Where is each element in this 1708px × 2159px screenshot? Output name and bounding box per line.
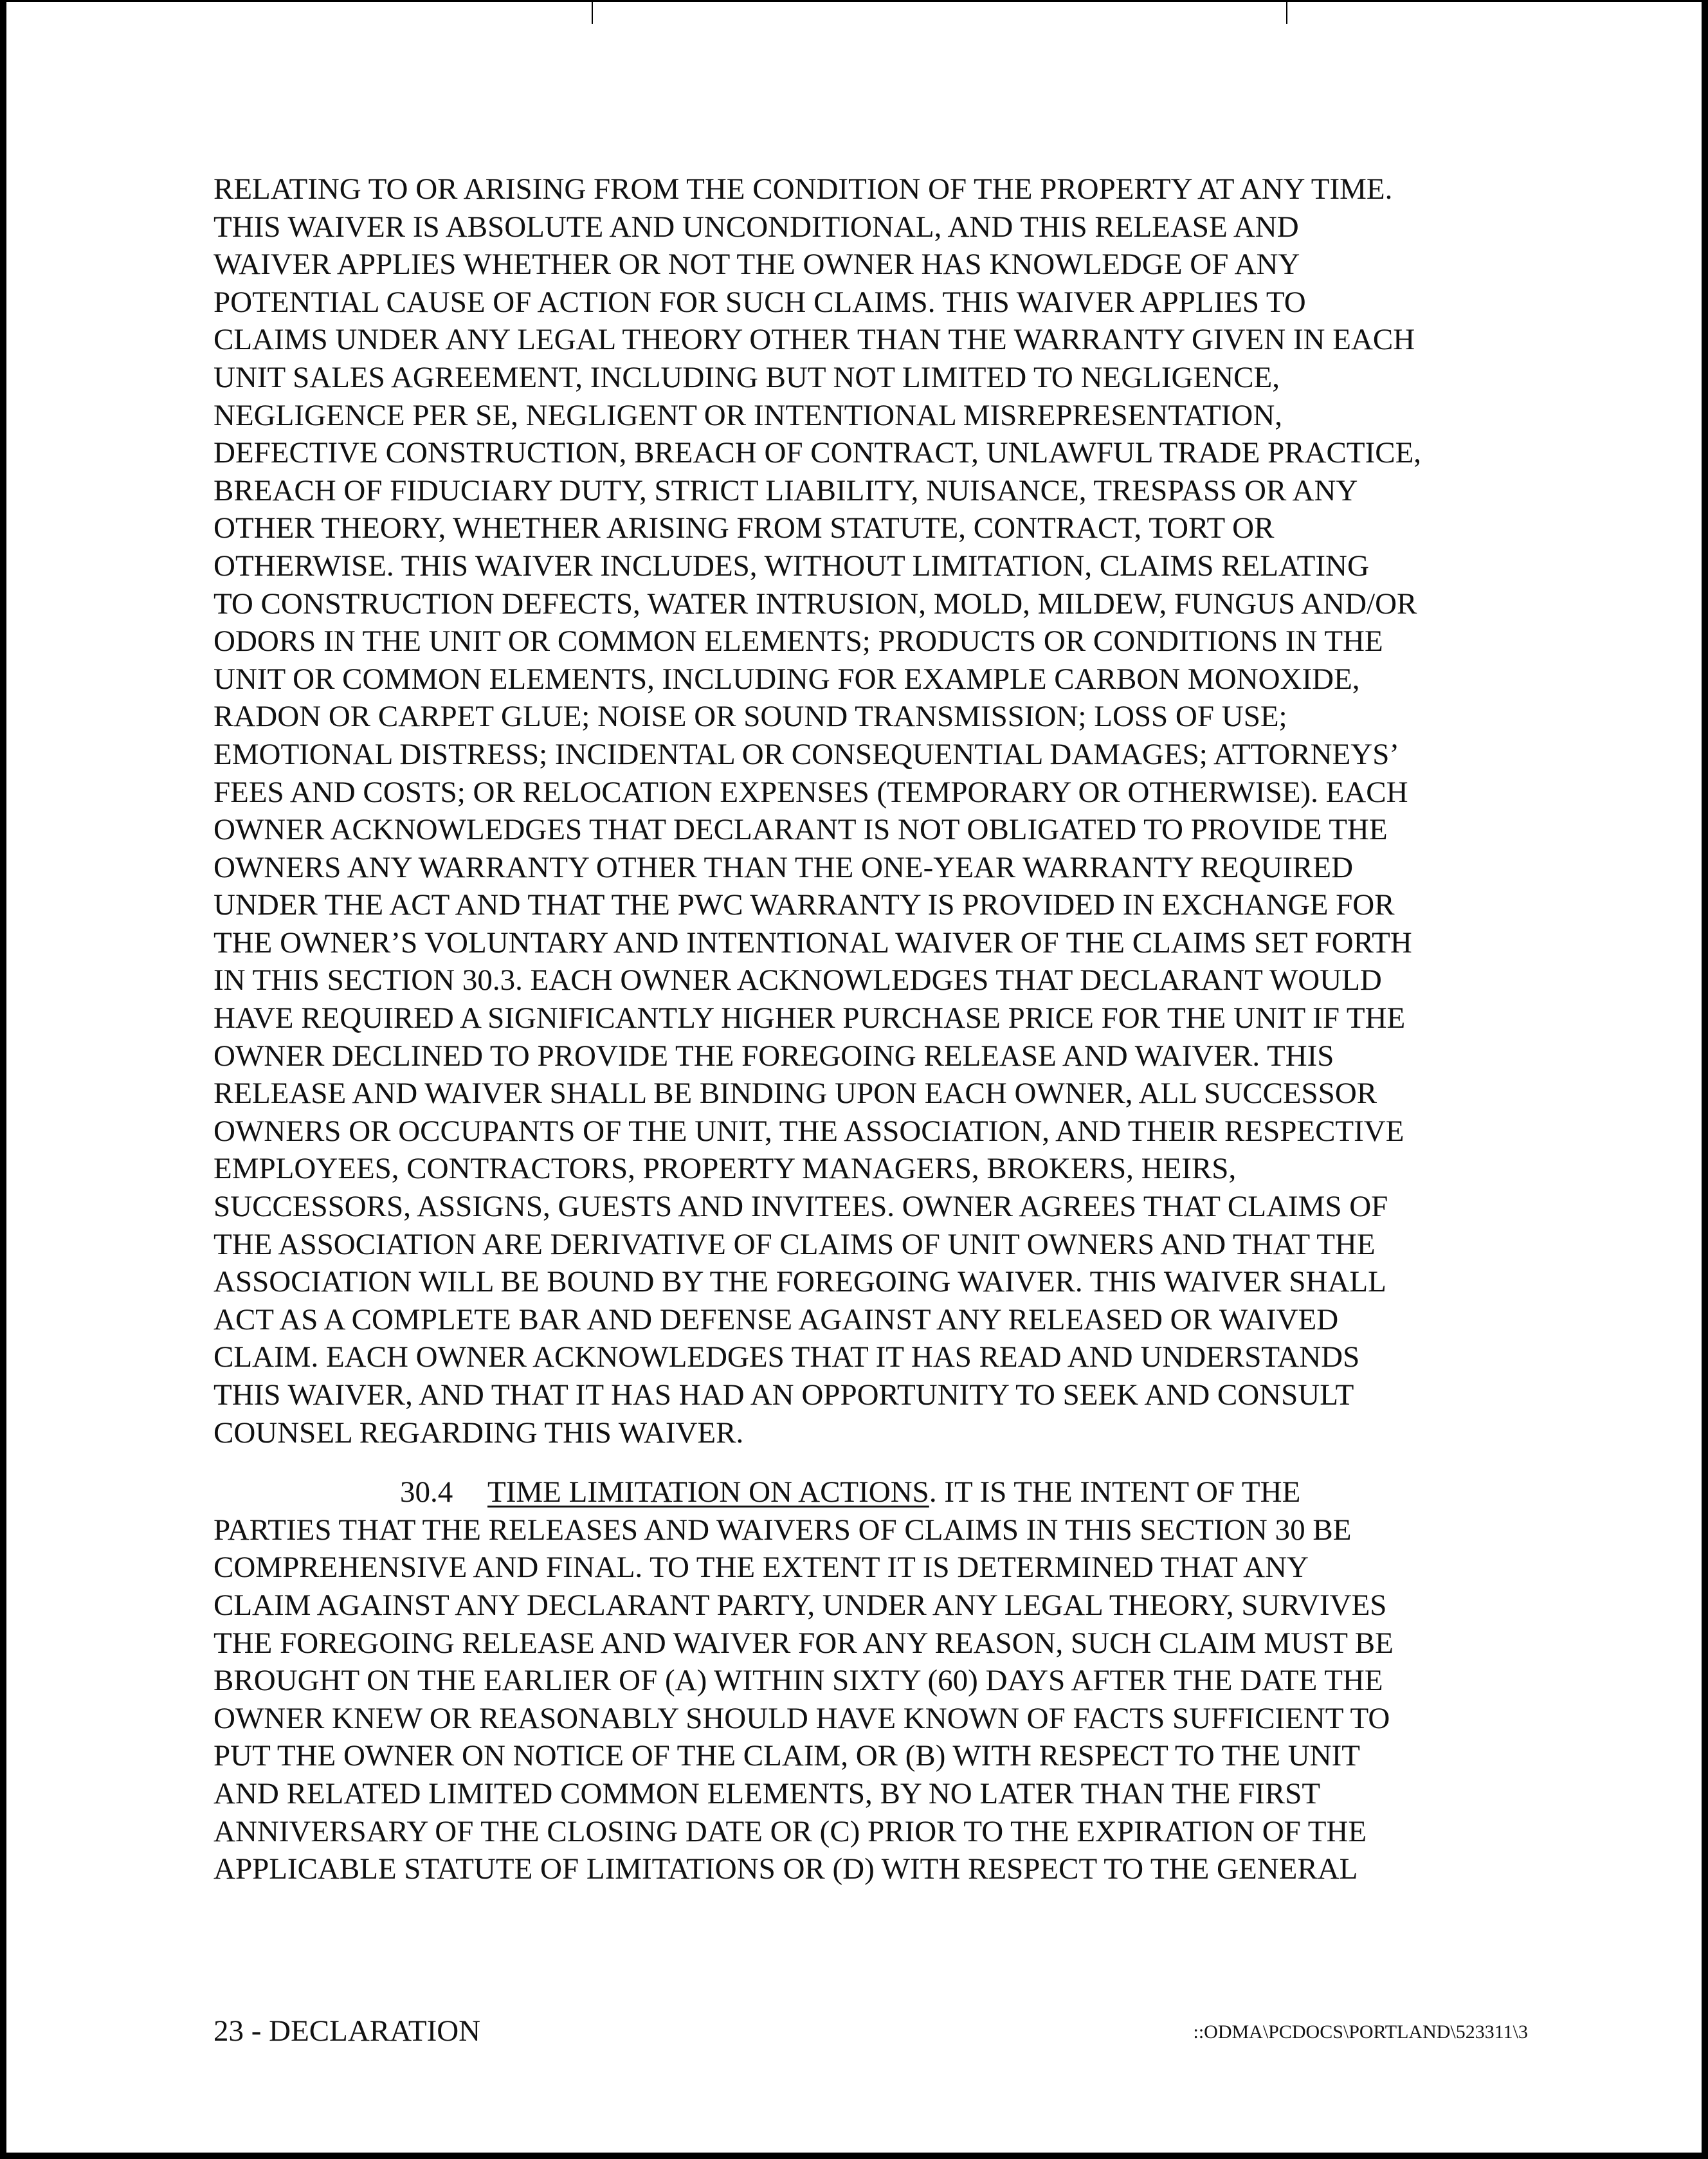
footer-document-path: ::ODMA\PCDOCS\PORTLAND\523311\3 bbox=[1193, 2021, 1528, 2043]
text-line: SUCCESSORS, ASSIGNS, GUESTS AND INVITEES. OWNER AGREES THAT CLAIMS OF bbox=[214, 1190, 1388, 1224]
text-line: APPLICABLE STATUTE OF LIMITATIONS OR (D) WITH RESPECT TO THE GENERAL bbox=[214, 1852, 1358, 1886]
paragraph-release-waiver bbox=[214, 170, 1545, 1452]
paragraph-gap bbox=[214, 1452, 1545, 1473]
text-line: ODORS IN THE UNIT OR COMMON ELEMENTS; PRODUCTS OR CONDITIONS IN THE bbox=[214, 624, 1383, 659]
text-line: HAVE REQUIRED A SIGNIFICANTLY HIGHER PURCHASE PRICE FOR THE UNIT IF THE bbox=[214, 1001, 1406, 1035]
text-line: NEGLIGENCE PER SE, NEGLIGENT OR INTENTIONAL MISREPRESENTATION, bbox=[214, 398, 1283, 432]
text-line: THIS WAIVER IS ABSOLUTE AND UNCONDITIONAL, AND THIS RELEASE AND bbox=[214, 210, 1299, 244]
text-line: BREACH OF FIDUCIARY DUTY, STRICT LIABILITY, NUISANCE, TRESPASS OR ANY bbox=[214, 473, 1358, 507]
text-line: TO CONSTRUCTION DEFECTS, WATER INTRUSION, MOLD, MILDEW, FUNGUS AND/OR bbox=[214, 587, 1417, 621]
text-line: AND RELATED LIMITED COMMON ELEMENTS, BY NO LATER THAN THE FIRST bbox=[214, 1776, 1321, 1810]
section-30-4 bbox=[214, 1473, 1545, 1888]
text-line: ANNIVERSARY OF THE CLOSING DATE OR (C) PRIOR TO THE EXPIRATION OF THE bbox=[214, 1814, 1367, 1848]
text-line: OWNERS ANY WARRANTY OTHER THAN THE ONE-YEAR WARRANTY REQUIRED bbox=[214, 850, 1354, 884]
text-line: FEES AND COSTS; OR RELOCATION EXPENSES (TEMPORARY OR OTHERWISE). EACH bbox=[214, 775, 1408, 809]
text-line: CLAIMS UNDER ANY LEGAL THEORY OTHER THAN THE WARRANTY GIVEN IN EACH bbox=[214, 323, 1415, 357]
text-line: RELEASE AND WAIVER SHALL BE BINDING UPON EACH OWNER, ALL SUCCESSOR bbox=[214, 1077, 1377, 1111]
scan-mark bbox=[1286, 2, 1287, 24]
text-line: EMOTIONAL DISTRESS; INCIDENTAL OR CONSEQUENTIAL DAMAGES; ATTORNEYS’ bbox=[214, 737, 1399, 771]
document-body bbox=[214, 170, 1545, 1888]
section-heading-continuation: . IT IS THE INTENT OF THE bbox=[929, 1475, 1301, 1509]
text-line: POTENTIAL CAUSE OF ACTION FOR SUCH CLAIMS. THIS WAIVER APPLIES TO bbox=[214, 285, 1306, 319]
text-line: THE ASSOCIATION ARE DERIVATIVE OF CLAIMS OF UNIT OWNERS AND THAT THE bbox=[214, 1227, 1376, 1261]
text-line: PUT THE OWNER ON NOTICE OF THE CLAIM, OR (B) WITH RESPECT TO THE UNIT bbox=[214, 1739, 1360, 1773]
text-line: OWNER DECLINED TO PROVIDE THE FOREGOING RELEASE AND WAIVER. THIS bbox=[214, 1039, 1334, 1073]
text-line: OWNER ACKNOWLEDGES THAT DECLARANT IS NOT OBLIGATED TO PROVIDE THE bbox=[214, 813, 1388, 847]
text-line: UNDER THE ACT AND THAT THE PWC WARRANTY IS PROVIDED IN EXCHANGE FOR bbox=[214, 888, 1395, 922]
section-number: 30.4 bbox=[400, 1475, 453, 1509]
text-line: PARTIES THAT THE RELEASES AND WAIVERS OF CLAIMS IN THIS SECTION 30 BE bbox=[214, 1513, 1352, 1547]
text-line: BROUGHT ON THE EARLIER OF (A) WITHIN SIXTY (60) DAYS AFTER THE DATE THE bbox=[214, 1664, 1383, 1698]
text-line: OTHERWISE. THIS WAIVER INCLUDES, WITHOUT LIMITATION, CLAIMS RELATING bbox=[214, 549, 1369, 583]
text-line: OWNERS OR OCCUPANTS OF THE UNIT, THE ASSOCIATION, AND THEIR RESPECTIVE bbox=[214, 1114, 1404, 1148]
text-line: UNIT SALES AGREEMENT, INCLUDING BUT NOT LIMITED TO NEGLIGENCE, bbox=[214, 360, 1280, 394]
text-line: OWNER KNEW OR REASONABLY SHOULD HAVE KNOWN OF FACTS SUFFICIENT TO bbox=[214, 1701, 1390, 1735]
text-line: RADON OR CARPET GLUE; NOISE OR SOUND TRANSMISSION; LOSS OF USE; bbox=[214, 700, 1287, 734]
section-30-4-body bbox=[214, 1511, 1545, 1888]
text-line: THIS WAIVER, AND THAT IT HAS HAD AN OPPORTUNITY TO SEEK AND CONSULT bbox=[214, 1378, 1354, 1412]
text-line: THE FOREGOING RELEASE AND WAIVER FOR ANY REASON, SUCH CLAIM MUST BE bbox=[214, 1626, 1394, 1660]
text-line: IN THIS SECTION 30.3. EACH OWNER ACKNOWLEDGES THAT DECLARANT WOULD bbox=[214, 963, 1382, 998]
text-line: RELATING TO OR ARISING FROM THE CONDITION OF THE PROPERTY AT ANY TIME. bbox=[214, 172, 1393, 206]
text-line: COUNSEL REGARDING THIS WAIVER. bbox=[214, 1416, 744, 1450]
text-line: EMPLOYEES, CONTRACTORS, PROPERTY MANAGERS, BROKERS, HEIRS, bbox=[214, 1152, 1237, 1186]
text-line: COMPREHENSIVE AND FINAL. TO THE EXTENT IT IS DETERMINED THAT ANY bbox=[214, 1551, 1309, 1585]
text-line: CLAIM AGAINST ANY DECLARANT PARTY, UNDER ANY LEGAL THEORY, SURVIVES bbox=[214, 1588, 1387, 1622]
section-heading: TIME LIMITATION ON ACTIONS bbox=[487, 1475, 929, 1509]
scan-mark bbox=[592, 2, 593, 24]
text-line: ASSOCIATION WILL BE BOUND BY THE FOREGOING WAIVER. THIS WAIVER SHALL bbox=[214, 1265, 1386, 1299]
section-30-4-first-line bbox=[214, 1473, 1545, 1511]
text-line: ACT AS A COMPLETE BAR AND DEFENSE AGAINST ANY RELEASED OR WAIVED bbox=[214, 1302, 1339, 1336]
text-line: CLAIM. EACH OWNER ACKNOWLEDGES THAT IT HAS READ AND UNDERSTANDS bbox=[214, 1340, 1360, 1374]
footer-page-label: 23 - DECLARATION bbox=[214, 2014, 481, 2048]
text-line: THE OWNER’S VOLUNTARY AND INTENTIONAL WAIVER OF THE CLAIMS SET FORTH bbox=[214, 925, 1412, 960]
text-line: DEFECTIVE CONSTRUCTION, BREACH OF CONTRACT, UNLAWFUL TRADE PRACTICE, bbox=[214, 436, 1422, 470]
text-line: OTHER THEORY, WHETHER ARISING FROM STATUTE, CONTRACT, TORT OR bbox=[214, 511, 1275, 545]
text-line: WAIVER APPLIES WHETHER OR NOT THE OWNER HAS KNOWLEDGE OF ANY bbox=[214, 248, 1300, 282]
text-line: UNIT OR COMMON ELEMENTS, INCLUDING FOR EXAMPLE CARBON MONOXIDE, bbox=[214, 662, 1360, 696]
